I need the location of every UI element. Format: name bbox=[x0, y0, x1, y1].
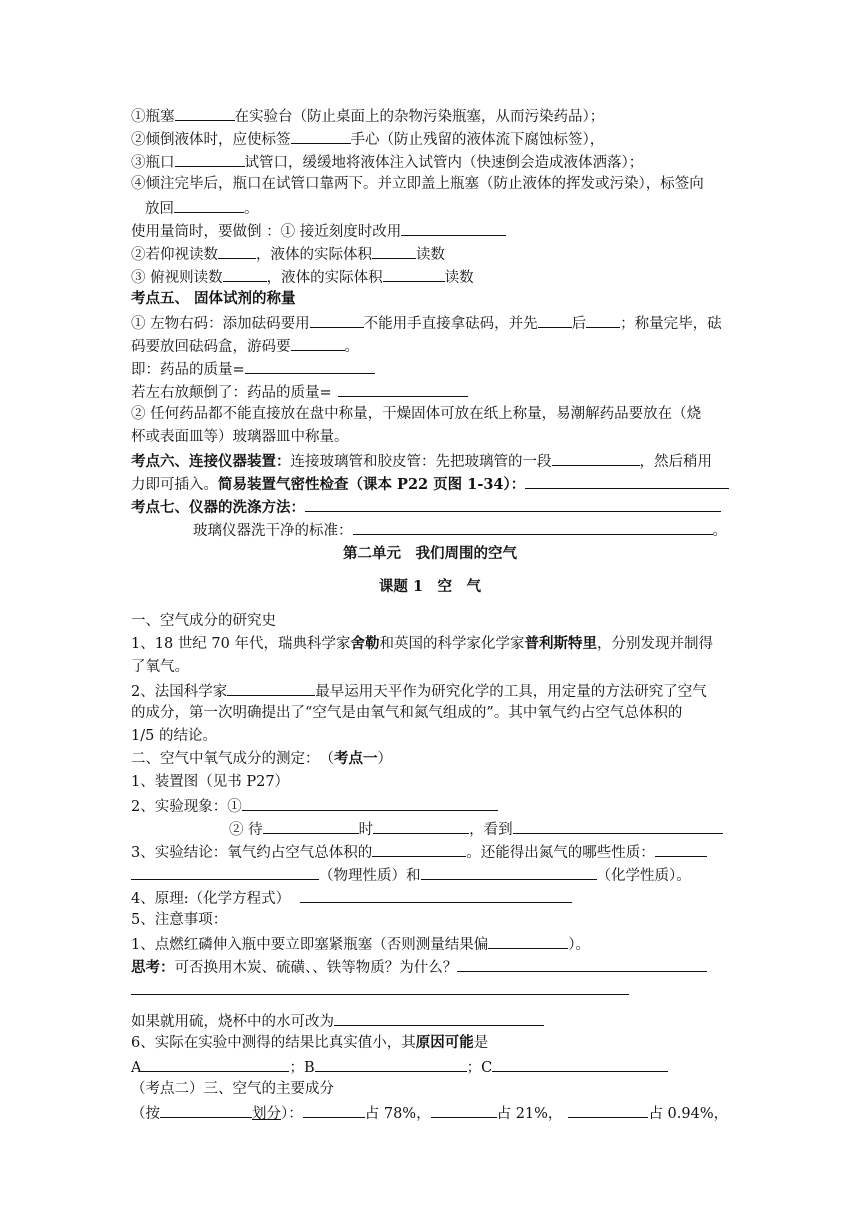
fill-blank[interactable] bbox=[431, 1101, 497, 1118]
fill-blank[interactable] bbox=[245, 357, 375, 374]
fill-blank[interactable] bbox=[401, 219, 506, 236]
fill-blank[interactable] bbox=[538, 311, 572, 328]
text: ）： bbox=[281, 1106, 303, 1122]
text-bold: 普利斯特里 bbox=[524, 635, 597, 652]
fill-blank[interactable] bbox=[175, 104, 235, 121]
text: ③ 俯视则读数 bbox=[131, 270, 223, 286]
line-24: 的成分，第一次明确提出了“空气是由氧气和氮气组成的”。其中氧气约占空气总体积的 bbox=[131, 705, 683, 721]
fill-blank[interactable] bbox=[141, 1055, 289, 1072]
line-39 bbox=[131, 1055, 668, 1079]
line-41 bbox=[131, 1101, 728, 1125]
fill-blank[interactable] bbox=[373, 817, 469, 834]
text-bold: 思考： bbox=[131, 959, 175, 976]
fill-blank[interactable] bbox=[492, 1055, 668, 1072]
text: 2、法国科学家 bbox=[131, 684, 228, 700]
line-18 bbox=[131, 495, 721, 519]
line-1 bbox=[131, 104, 604, 128]
fill-blank[interactable] bbox=[174, 196, 244, 213]
text: ，液体的实际体积 bbox=[256, 247, 372, 263]
text: 如果就用硫，烧杯中的水可改为 bbox=[131, 1014, 334, 1030]
text: 3、实验结论：氧气约占空气总体积的 bbox=[131, 845, 373, 861]
text: 使用量筒时，要做倒 ：① 接近刻度时改用 bbox=[131, 224, 402, 240]
line-13 bbox=[131, 380, 468, 404]
fill-blank[interactable] bbox=[291, 127, 351, 144]
line-15: 杯或表面皿等）玻璃器皿中称量。 bbox=[131, 429, 349, 445]
line-26 bbox=[131, 748, 392, 770]
text: ，看到 bbox=[469, 822, 513, 838]
text: 。 bbox=[344, 339, 359, 355]
line-2 bbox=[131, 127, 604, 151]
text: 读数 bbox=[444, 270, 474, 286]
fill-blank[interactable] bbox=[372, 840, 466, 857]
line-17 bbox=[131, 472, 729, 496]
fill-blank[interactable] bbox=[218, 242, 256, 259]
text: ① 左物右码：添加砝码要用 bbox=[131, 316, 310, 332]
fill-blank[interactable] bbox=[131, 863, 319, 880]
lesson-title: 课题 1 空 气 bbox=[378, 578, 482, 595]
line-21 bbox=[131, 633, 713, 655]
line-34 bbox=[131, 932, 590, 956]
text: ，液体的实际体积 bbox=[266, 270, 383, 286]
fill-blank[interactable] bbox=[263, 817, 359, 834]
fill-blank[interactable] bbox=[131, 978, 629, 995]
section-heading-7: 考点七、仪器的洗涤方法： bbox=[131, 499, 305, 516]
line-4 bbox=[131, 173, 704, 195]
line-35 bbox=[131, 955, 707, 979]
text: 1、点燃红磷伸入瓶中要立即塞紧瓶塞（否则测量结果偏 bbox=[131, 937, 489, 953]
text: 二、空气中氧气成分的测定： （ bbox=[131, 751, 334, 767]
line-5 bbox=[145, 196, 259, 220]
text: 。 bbox=[712, 523, 727, 539]
line-14: ② 任何药品都不能直接放在盘中称量，干燥固体可放在纸上称量，易潮解药品要放在（烧 bbox=[131, 406, 702, 422]
text: 手心（防止残留的液体流下腐蚀标签）， bbox=[350, 132, 605, 148]
text: ①瓶塞 bbox=[131, 109, 175, 125]
fill-blank[interactable] bbox=[568, 1101, 648, 1118]
fill-blank[interactable] bbox=[353, 518, 713, 535]
text: 若左右放颠倒了：药品的质量= bbox=[131, 385, 332, 401]
text: ②倾倒液体时，应使标签 bbox=[131, 132, 291, 148]
text-bold: 舍勒 bbox=[350, 635, 380, 652]
text: ） bbox=[377, 751, 392, 767]
text: 后 bbox=[571, 316, 587, 332]
fill-blank[interactable] bbox=[175, 150, 245, 167]
text-bold: 简易装置气密性检查（课本 P22 页图 1-34）： bbox=[218, 476, 526, 493]
text: ④倾注完毕后，瓶口在试管口靠两下。并立即盖上瓶塞（防止液体的挥发或污染），标签向 bbox=[131, 176, 704, 192]
fill-blank[interactable] bbox=[586, 311, 620, 328]
text: （按 bbox=[131, 1106, 160, 1122]
line-25: 1/5 的结论。 bbox=[131, 728, 217, 744]
fill-blank[interactable] bbox=[334, 1009, 544, 1026]
unit-title: 第二单元 我们周围的空气 bbox=[343, 545, 517, 562]
line-16 bbox=[131, 449, 712, 473]
text: 时 bbox=[358, 822, 374, 838]
text: 读数 bbox=[416, 247, 445, 263]
text: 占 0.94%， bbox=[648, 1106, 729, 1122]
fill-blank[interactable] bbox=[291, 334, 345, 351]
line-28 bbox=[131, 794, 498, 818]
line-37 bbox=[131, 1009, 544, 1033]
text-bold: 原因可能 bbox=[415, 1034, 474, 1051]
text: ，分别发现并制得 bbox=[596, 636, 713, 652]
text: 码要放回砝码盒，游码要 bbox=[131, 339, 291, 355]
text: 可否换用木炭、硫磺、、铁等物质？为什么？ bbox=[174, 960, 458, 976]
text: 4、原理:（化学方程式） bbox=[131, 891, 291, 907]
line-23 bbox=[131, 679, 707, 703]
fill-blank[interactable] bbox=[305, 495, 721, 512]
fill-blank[interactable] bbox=[242, 794, 498, 811]
text: 力即可插入。 bbox=[131, 477, 218, 493]
text: ② 待 bbox=[229, 822, 263, 838]
line-31 bbox=[131, 863, 691, 887]
fill-blank[interactable] bbox=[223, 265, 267, 282]
text: （化学性质）。 bbox=[596, 868, 691, 884]
line-30 bbox=[131, 840, 707, 864]
text: A bbox=[131, 1060, 142, 1076]
text: 和英国的科学家化学家 bbox=[379, 636, 525, 652]
text: ，然后稍用 bbox=[639, 454, 712, 470]
text: 。 bbox=[244, 201, 259, 217]
text-bold: 考点一 bbox=[334, 750, 378, 767]
fill-blank[interactable] bbox=[525, 472, 729, 489]
text: ；C bbox=[466, 1060, 493, 1076]
fill-blank[interactable] bbox=[300, 886, 572, 903]
text: 即：药品的质量= bbox=[131, 362, 245, 378]
fill-blank[interactable] bbox=[383, 265, 445, 282]
fill-blank[interactable] bbox=[488, 932, 568, 949]
fill-blank[interactable] bbox=[421, 863, 597, 880]
line-19 bbox=[193, 518, 727, 542]
line-20: 一、空气成分的研究史 bbox=[131, 613, 276, 629]
line-33: 5、注意事项： bbox=[131, 912, 228, 928]
text: ）。 bbox=[568, 937, 590, 953]
text: 是 bbox=[473, 1035, 489, 1051]
fill-blank[interactable] bbox=[655, 840, 707, 857]
fill-blank[interactable] bbox=[457, 955, 707, 972]
line-3 bbox=[131, 150, 643, 174]
text-underlined: 划分 bbox=[252, 1106, 281, 1122]
text: 2、实验现象：① bbox=[131, 799, 242, 815]
line-38 bbox=[131, 1032, 488, 1054]
text: ③瓶口 bbox=[131, 155, 175, 171]
text: （物理性质）和 bbox=[319, 868, 421, 884]
fill-blank[interactable] bbox=[372, 242, 416, 259]
text: 连接玻璃管和胶皮管：先把玻璃管的一段 bbox=[290, 454, 552, 470]
text: 玻璃仪器洗干净的标准： bbox=[193, 523, 353, 539]
text: 占 21%， bbox=[496, 1106, 563, 1122]
fill-blank[interactable] bbox=[160, 1101, 252, 1118]
line-12 bbox=[131, 357, 375, 381]
text: 1、18 世纪 70 年代，瑞典科学家 bbox=[131, 636, 351, 652]
line-32 bbox=[131, 886, 572, 910]
fill-blank[interactable] bbox=[513, 817, 723, 834]
text: 不能用手直接拿砝码，并先 bbox=[363, 316, 538, 332]
text: 6、实际在实验中测得的结果比真实值小，其 bbox=[131, 1035, 416, 1051]
line-6 bbox=[131, 219, 506, 243]
fill-blank[interactable] bbox=[552, 449, 640, 466]
fill-blank[interactable] bbox=[303, 1101, 365, 1118]
section-heading-5: 考点五、 固体试剂的称量 bbox=[131, 290, 296, 307]
line-36 bbox=[131, 978, 629, 1002]
fill-blank[interactable] bbox=[338, 380, 468, 397]
line-8 bbox=[131, 265, 474, 289]
text: 占 78%， bbox=[364, 1106, 431, 1122]
section-heading-6: 考点六、连接仪器装置： bbox=[131, 453, 291, 470]
fill-blank[interactable] bbox=[310, 311, 364, 328]
fill-blank[interactable] bbox=[315, 1055, 467, 1072]
text: 最早运用天平作为研究化学的工具，用定量的方法研究了空气 bbox=[315, 684, 707, 700]
line-22: 了氧气。 bbox=[131, 659, 189, 675]
fill-blank[interactable] bbox=[227, 679, 315, 696]
text: ②若仰视读数 bbox=[131, 247, 218, 263]
text: 放回 bbox=[145, 201, 174, 217]
line-27: 1、装置图（见书 P27） bbox=[131, 774, 290, 790]
line-40: （考点二）三、空气的主要成分 bbox=[131, 1081, 334, 1097]
line-11 bbox=[131, 334, 359, 358]
text: 。还能得出氮气的哪些性质： bbox=[466, 845, 655, 861]
line-7 bbox=[131, 242, 445, 266]
line-10 bbox=[131, 311, 722, 335]
line-29 bbox=[229, 817, 723, 841]
text: ；称量完毕，砝 bbox=[620, 316, 722, 332]
text: 试管口，缓缓地将液体注入试管内（快速倒会造成液体洒落）； bbox=[244, 155, 644, 171]
text: ；B bbox=[289, 1060, 315, 1076]
text: 在实验台（防止桌面上的杂物污染瓶塞，从而污染药品）； bbox=[234, 109, 605, 125]
